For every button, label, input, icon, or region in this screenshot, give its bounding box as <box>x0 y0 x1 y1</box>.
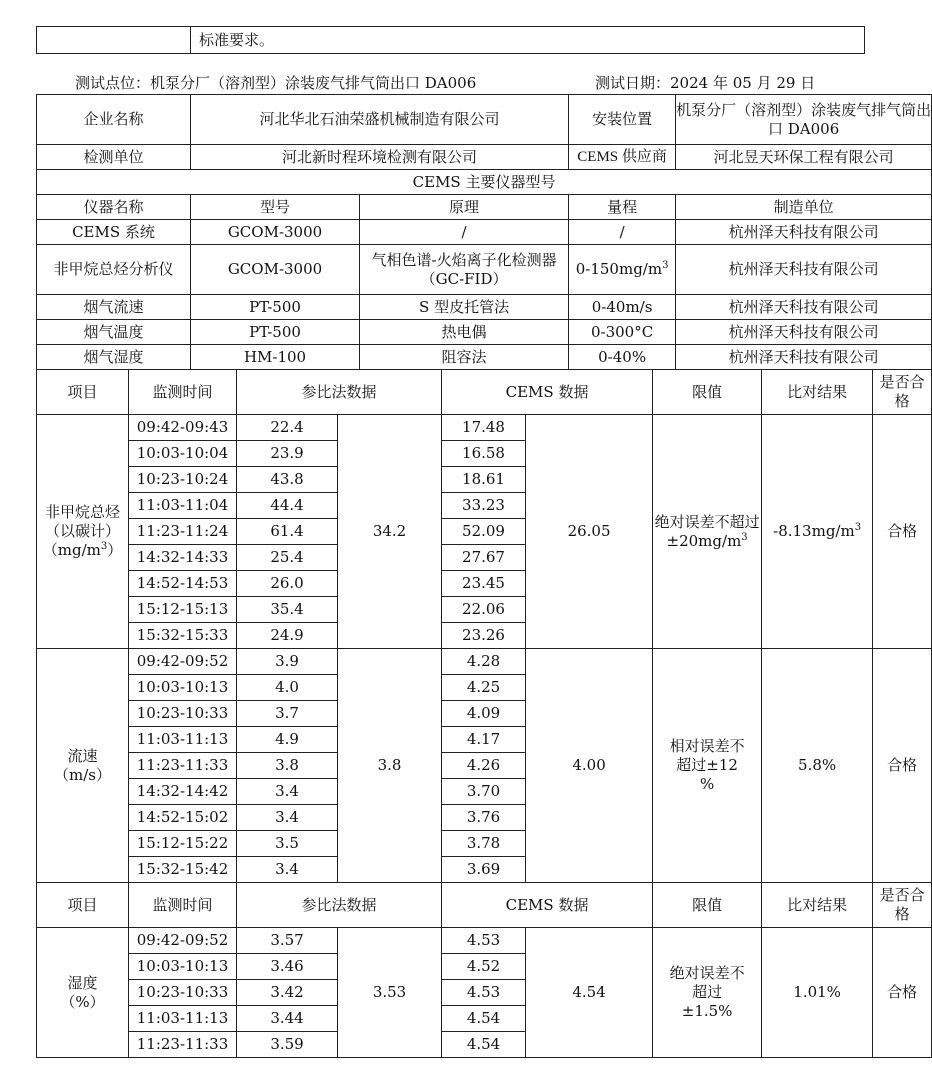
header-pass: 是否合格 <box>873 883 932 928</box>
instrument-range: $0-150mg/m^3$ <box>569 245 676 295</box>
reference-value: 3.4 <box>237 779 338 805</box>
instrument-manufacturer: 杭州泽天科技有限公司 <box>676 245 932 295</box>
header-limit: 限值 <box>653 883 762 928</box>
enterprise-name-label: 企业名称 <box>37 95 191 145</box>
instrument-header-name: 仪器名称 <box>37 195 191 220</box>
reference-average: 3.8 <box>338 649 442 883</box>
monitor-time: 10:03-10:13 <box>129 954 237 980</box>
reference-value: 22.4 <box>237 415 338 441</box>
reference-value: 3.57 <box>237 928 338 954</box>
instrument-manufacturer: 杭州泽天科技有限公司 <box>676 345 932 370</box>
cems-value: 4.09 <box>442 701 526 727</box>
cems-comparison-table <box>36 94 932 1058</box>
cems-value: 3.76 <box>442 805 526 831</box>
standard-requirement-note: 标准要求。 <box>191 27 865 54</box>
cems-average: 26.05 <box>526 415 653 649</box>
monitor-time: 11:03-11:13 <box>129 727 237 753</box>
comparison-result <box>762 649 873 883</box>
item-unit-sup: 3 <box>100 541 108 552</box>
instrument-section-title: CEMS 主要仪器型号 <box>37 170 932 195</box>
item-unit-text: （%） <box>60 992 105 1011</box>
flow-item-cell <box>37 649 129 883</box>
reference-value: 3.9 <box>237 649 338 675</box>
data-row <box>37 649 932 675</box>
reference-average: 34.2 <box>338 415 442 649</box>
reference-value: 43.8 <box>237 467 338 493</box>
reference-value: 3.5 <box>237 831 338 857</box>
top-note-table <box>36 26 865 54</box>
cems-value: 3.70 <box>442 779 526 805</box>
cems-supplier-value: 河北昱天环保工程有限公司 <box>676 145 932 170</box>
item-unit <box>37 541 128 560</box>
cems-value: 23.26 <box>442 623 526 649</box>
reference-average: 3.53 <box>338 928 442 1058</box>
instrument-range: 0-40m/s <box>569 295 676 320</box>
instrument-model: GCOM-3000 <box>191 245 360 295</box>
monitor-time: 15:32-15:33 <box>129 623 237 649</box>
cems-value: 3.78 <box>442 831 526 857</box>
reference-value: 3.46 <box>237 954 338 980</box>
monitor-time: 10:23-10:24 <box>129 467 237 493</box>
pass-status: 合格 <box>873 928 932 1058</box>
instrument-model: PT-500 <box>191 320 360 345</box>
instrument-principle: 阻容法 <box>360 345 569 370</box>
reference-value: 61.4 <box>237 519 338 545</box>
instrument-name: CEMS 系统 <box>37 220 191 245</box>
item-unit <box>37 993 128 1012</box>
data-row <box>37 415 932 441</box>
cems-value: 3.69 <box>442 857 526 883</box>
pass-status: 合格 <box>873 415 932 649</box>
reference-value: 23.9 <box>237 441 338 467</box>
cems-value: 4.54 <box>442 1006 526 1032</box>
limit-text: 相对误差不超过±12 % <box>669 737 745 793</box>
limit-value <box>653 415 762 649</box>
cems-value: 33.23 <box>442 493 526 519</box>
header-reference-data: 参比法数据 <box>237 883 442 928</box>
install-location-value: 机泵分厂（溶剂型）涂装废气排气筒出口 DA006 <box>676 95 932 145</box>
cems-value: 4.26 <box>442 753 526 779</box>
caption-line <box>0 71 900 93</box>
instrument-manufacturer: 杭州泽天科技有限公司 <box>676 220 932 245</box>
testing-unit-value: 河北新时程环境检测有限公司 <box>191 145 569 170</box>
header-result: 比对结果 <box>762 370 873 415</box>
instrument-range: 0-300°C <box>569 320 676 345</box>
reference-value: 44.4 <box>237 493 338 519</box>
instrument-model: HM-100 <box>191 345 360 370</box>
reference-value: 26.0 <box>237 571 338 597</box>
reference-value: 24.9 <box>237 623 338 649</box>
instrument-name: 烟气流速 <box>37 295 191 320</box>
test-point: 测试点位：机泵分厂（溶剂型）涂装废气排气筒出口 DA006 <box>75 74 477 92</box>
monitor-time: 09:42-09:43 <box>129 415 237 441</box>
instrument-principle: 热电偶 <box>360 320 569 345</box>
reference-value: 3.4 <box>237 805 338 831</box>
cems-value: 4.28 <box>442 649 526 675</box>
monitor-time: 11:23-11:24 <box>129 519 237 545</box>
monitor-time: 15:12-15:13 <box>129 597 237 623</box>
reference-value: 35.4 <box>237 597 338 623</box>
data-row <box>37 928 932 954</box>
pass-status: 合格 <box>873 649 932 883</box>
monitor-time: 09:42-09:52 <box>129 649 237 675</box>
testing-unit-label: 检测单位 <box>37 145 191 170</box>
monitor-time: 11:23-11:33 <box>129 753 237 779</box>
monitor-time: 14:32-14:33 <box>129 545 237 571</box>
cems-value: 4.17 <box>442 727 526 753</box>
cems-value: 27.67 <box>442 545 526 571</box>
cems-supplier-label: CEMS 供应商 <box>569 145 676 170</box>
reference-value: 4.9 <box>237 727 338 753</box>
humidity-section <box>37 928 932 1058</box>
cems-value: 17.48 <box>442 415 526 441</box>
item-unit-text: （mg/m <box>42 541 101 559</box>
result-sup: 3 <box>854 522 862 533</box>
monitor-time: 09:42-09:52 <box>129 928 237 954</box>
cems-value: 22.06 <box>442 597 526 623</box>
limit-value <box>653 649 762 883</box>
cems-average: 4.54 <box>526 928 653 1058</box>
instrument-range: / <box>569 220 676 245</box>
monitor-time: 10:03-10:13 <box>129 675 237 701</box>
item-name: 流速 <box>67 746 98 765</box>
header-reference-data: 参比法数据 <box>237 370 442 415</box>
test-date: 测试日期：2024 年 05 月 29 日 <box>595 74 816 92</box>
cems-average: 4.00 <box>526 649 653 883</box>
monitor-time: 14:52-15:02 <box>129 805 237 831</box>
result-text: 1.01% <box>793 983 841 1001</box>
item-unit <box>37 766 128 785</box>
nmhc-section <box>37 415 932 649</box>
result-text: 5.8% <box>798 756 837 774</box>
monitor-time: 15:12-15:22 <box>129 831 237 857</box>
cems-value: 4.53 <box>442 928 526 954</box>
cems-value: 4.25 <box>442 675 526 701</box>
result-text: -8.13mg/m <box>773 522 855 540</box>
limit-line-2-text: ±20mg/m <box>666 531 742 550</box>
blank-cell <box>37 27 191 54</box>
header-cems-data: CEMS 数据 <box>442 883 653 928</box>
instrument-model: PT-500 <box>191 295 360 320</box>
reference-value: 3.42 <box>237 980 338 1006</box>
instrument-name: 烟气湿度 <box>37 345 191 370</box>
instrument-header-model: 型号 <box>191 195 360 220</box>
reference-value: 3.7 <box>237 701 338 727</box>
header-monitor-time: 监测时间 <box>129 370 237 415</box>
reference-value: 3.44 <box>237 1006 338 1032</box>
item-name: 非甲烷总烃（以碳计） <box>44 503 120 540</box>
item-name: 湿度 <box>67 973 98 992</box>
header-monitor-time: 监测时间 <box>129 883 237 928</box>
cems-value: 4.52 <box>442 954 526 980</box>
comparison-result <box>762 928 873 1058</box>
instrument-header-principle: 原理 <box>360 195 569 220</box>
cems-value: 4.53 <box>442 980 526 1006</box>
monitor-time: 11:03-11:04 <box>129 493 237 519</box>
cems-value: 18.61 <box>442 467 526 493</box>
monitor-time: 14:32-14:42 <box>129 779 237 805</box>
monitor-time: 10:23-10:33 <box>129 701 237 727</box>
instrument-principle: / <box>360 220 569 245</box>
reference-value: 3.59 <box>237 1032 338 1058</box>
instrument-range: 0-40% <box>569 345 676 370</box>
reference-value: 3.8 <box>237 753 338 779</box>
limit-line-1: 绝对误差不超过 <box>654 512 760 531</box>
nmhc-item-cell <box>37 415 129 649</box>
item-unit-text: （m/s） <box>54 765 111 784</box>
header-pass: 是否合格 <box>873 370 932 415</box>
instrument-principle: 气相色谱-火焰离子化检测器（GC-FID） <box>360 245 569 295</box>
limit-line-2 <box>653 532 761 551</box>
header-item: 项目 <box>37 883 129 928</box>
limit-sup: 3 <box>741 531 748 543</box>
monitor-time: 15:32-15:42 <box>129 857 237 883</box>
header-result: 比对结果 <box>762 883 873 928</box>
monitor-time: 14:52-14:53 <box>129 571 237 597</box>
reference-value: 4.0 <box>237 675 338 701</box>
humidity-item-cell <box>37 928 129 1058</box>
reference-value: 3.4 <box>237 857 338 883</box>
limit-text: 绝对误差不超过±1.5% <box>669 964 745 1020</box>
monitor-time: 11:03-11:13 <box>129 1006 237 1032</box>
instrument-principle: S 型皮托管法 <box>360 295 569 320</box>
reference-value: 25.4 <box>237 545 338 571</box>
instrument-model: GCOM-3000 <box>191 220 360 245</box>
instrument-name: 非甲烷总烃分析仪 <box>37 245 191 295</box>
item-unit-close: ） <box>107 541 123 559</box>
monitor-time: 11:23-11:33 <box>129 1032 237 1058</box>
flow-section <box>37 649 932 883</box>
instrument-name: 烟气温度 <box>37 320 191 345</box>
instrument-header-manufacturer: 制造单位 <box>676 195 932 220</box>
header-limit: 限值 <box>653 370 762 415</box>
cems-value: 4.54 <box>442 1032 526 1058</box>
monitor-time: 10:03-10:04 <box>129 441 237 467</box>
limit-value <box>653 928 762 1058</box>
cems-value: 52.09 <box>442 519 526 545</box>
header-item: 项目 <box>37 370 129 415</box>
instrument-header-range: 量程 <box>569 195 676 220</box>
cems-value: 16.58 <box>442 441 526 467</box>
header-cems-data: CEMS 数据 <box>442 370 653 415</box>
monitor-time: 10:23-10:33 <box>129 980 237 1006</box>
comparison-result <box>762 415 873 649</box>
enterprise-name-value: 河北华北石油荣盛机械制造有限公司 <box>191 95 569 145</box>
instrument-manufacturer: 杭州泽天科技有限公司 <box>676 295 932 320</box>
cems-value: 23.45 <box>442 571 526 597</box>
install-location-label: 安装位置 <box>569 95 676 145</box>
instrument-manufacturer: 杭州泽天科技有限公司 <box>676 320 932 345</box>
